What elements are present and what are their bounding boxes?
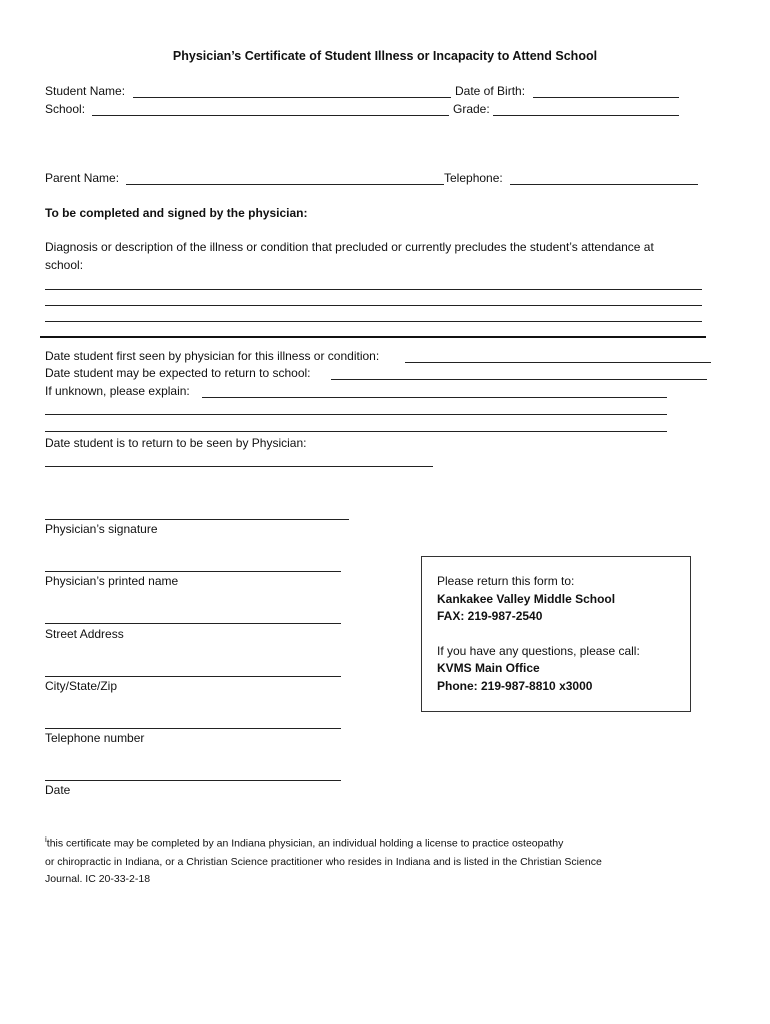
return-date-label: Date student may be expected to return to school: (45, 366, 311, 380)
printed-name-field[interactable] (45, 571, 341, 572)
explain-line-1[interactable] (45, 414, 667, 415)
diagnosis-label: Diagnosis or description of the illness or condition that precluded or currently precludes the student’s attendance at (45, 240, 654, 254)
first-seen-label: Date student first seen by physician for this illness or condition: (45, 349, 380, 363)
footnote-line-2: or chiropractic in Indiana, or a Christian Science practitioner who resides in Indiana and is listed in the Christian Science (45, 856, 602, 868)
footnote-line-1 (45, 833, 563, 851)
student-name-field[interactable] (133, 97, 451, 98)
unknown-explain-field[interactable] (202, 397, 667, 398)
date-field[interactable] (45, 780, 341, 781)
grade-field[interactable] (493, 115, 679, 116)
date-label: Date (45, 783, 71, 797)
first-seen-field[interactable] (405, 362, 711, 363)
school-field[interactable] (92, 115, 449, 116)
questions-text: If you have any questions, please call: (437, 644, 640, 658)
seen-again-field[interactable] (45, 466, 433, 467)
seen-again-label: Date student is to return to be seen by Physician: (45, 436, 307, 450)
city-state-zip-field[interactable] (45, 676, 341, 677)
telephone-number-field[interactable] (45, 728, 341, 729)
signature-field[interactable] (45, 519, 349, 520)
form-title: Physician’s Certificate of Student Illness or Incapacity to Attend School (172, 49, 598, 63)
physician-section-heading: To be completed and signed by the physician: (45, 206, 308, 220)
school-name: Kankakee Valley Middle School (437, 592, 616, 606)
student-name-label: Student Name: (45, 84, 126, 98)
street-address-field[interactable] (45, 623, 341, 624)
footnote-text-1: this certificate may be completed by an Indiana physician, an individual holding a license to practice osteopathy (46, 837, 564, 850)
office-name: KVMS Main Office (437, 661, 540, 675)
grade-label: Grade: (453, 102, 490, 116)
return-info-box (421, 556, 691, 712)
return-date-field[interactable] (331, 379, 707, 380)
dob-label: Date of Birth: (455, 84, 526, 98)
explain-line-2[interactable] (45, 431, 667, 432)
diagnosis-line-3[interactable] (45, 321, 702, 322)
dob-field[interactable] (533, 97, 679, 98)
section-divider (40, 336, 706, 338)
diagnosis-line-1[interactable] (45, 289, 702, 290)
office-phone: Phone: 219-987-8810 x3000 (437, 679, 593, 693)
footnote-marker: i (45, 835, 47, 844)
parent-name-label: Parent Name: (45, 171, 120, 185)
telephone-number-label: Telephone number (45, 731, 145, 745)
fax-number: FAX: 219-987-2540 (437, 609, 543, 623)
return-instruction: Please return this form to: (437, 574, 575, 588)
signature-label: Physician’s signature (45, 522, 158, 536)
unknown-explain-label: If unknown, please explain: (45, 384, 190, 398)
footnote-line-3: Journal. IC 20-33-2-18 (45, 873, 151, 885)
printed-name-label: Physician’s printed name (45, 574, 179, 588)
diagnosis-line-2[interactable] (45, 305, 702, 306)
street-address-label: Street Address (45, 627, 124, 641)
school-label: School: (45, 102, 86, 116)
telephone-label: Telephone: (444, 171, 503, 185)
diagnosis-label-cont: school: (45, 258, 84, 272)
city-state-zip-label: City/State/Zip (45, 679, 118, 693)
parent-name-field[interactable] (126, 184, 444, 185)
telephone-field[interactable] (510, 184, 698, 185)
